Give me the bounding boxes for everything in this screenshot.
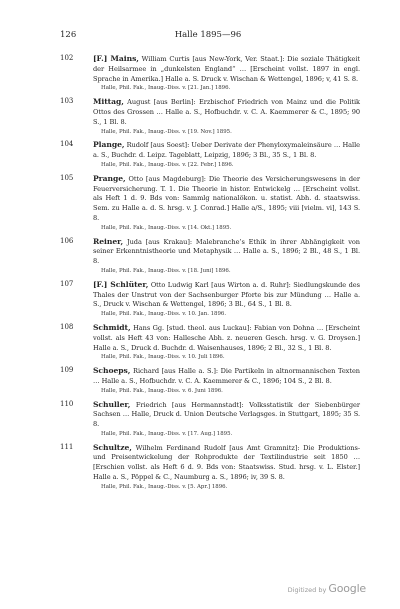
entry-author: Mittag, xyxy=(93,97,124,107)
entry-dissertation-note: Halle, Phil. Fak., Inaug.-Diss. v. [17. Aug.] 1895. xyxy=(101,430,233,437)
entry-dissertation-note: Halle, Phil. Fak., Inaug.-Diss. v. [21. Jan.] 1896. xyxy=(101,85,231,92)
entry-author: [F.] Mains, xyxy=(93,54,139,63)
list-item xyxy=(60,400,360,439)
google-logo: Google xyxy=(328,582,366,595)
list-item xyxy=(60,443,360,491)
entry-number: 104 xyxy=(60,140,74,149)
list-item xyxy=(60,140,360,169)
entry-text xyxy=(93,97,360,127)
entry-number: 108 xyxy=(60,322,74,331)
entry-author: Schmidt, xyxy=(93,322,131,332)
entry-citation: Friedrich [aus Hermannstadt]: Volksstatistik der Siebenbürger Sachsen … Halle, Druck d. Union Deutsche Verlagsges. in Stuttgart, 1895; 35 S. 8. xyxy=(93,400,360,429)
list-item xyxy=(60,323,360,362)
entry-number: 102 xyxy=(60,54,74,62)
list-item xyxy=(60,280,360,319)
entry-citation: Wilhelm Ferdinand Rudolf [aus Amt Gramnitz]: Die Produktions- und Preisentwickelung der Rohprodukte der Textilindustrie seit 1850 … [Erschien vollst. als Heft 6 d. 9. Bds von: Staatswiss. Stud. hrsg. v. L. Elster.] Halle a. S., Pöppel & C., Naumburg a. S., 1896; iv, 39 S. 8. xyxy=(93,443,361,482)
entry-citation: Richard [aus Halle a. S.]: Die Partikeln in altnormannischen Texten … Halle a. S., Hofbuchdr. v. C. A. Kaemmerer & C., 1896; 104 S., 2 Bl. 8. xyxy=(93,367,361,385)
entry-author: Prange, xyxy=(93,173,126,183)
entry-dissertation-note: Halle, Phil. Fak., Inaug.-Diss. v. [18. Juni] 1896. xyxy=(101,267,231,274)
entry-text xyxy=(93,280,360,310)
entry-text xyxy=(93,174,360,224)
entry-text xyxy=(93,366,360,387)
entry-dissertation-note: Halle, Phil. Fak., Inaug.-Diss. v. [14. Okt.] 1895. xyxy=(101,224,232,231)
entry-dissertation-note: Halle, Phil. Fak., Inaug.-Diss. v. 6. Juni 1896. xyxy=(101,387,223,394)
entry-number: 103 xyxy=(60,97,74,106)
page-title: Halle 1895—96 xyxy=(174,30,242,40)
list-item xyxy=(60,54,360,93)
entry-dissertation-note: Halle, Phil. Fak., Inaug.-Diss. v. [22. Febr.] 1896. xyxy=(101,161,234,168)
entry-citation: Otto [aus Magdeburg]: Die Theorie des Versicherungswesens in der Feuerversicherung. T. 1. Die Theorie in histor. Entwickelg … [Erscheint vollst. als Heft 1 d. 9. Bds von: Sammlg nationalökon. u. statist. Abh. d. staatswiss. Sem. zu Halle a. d. S. hrsg. v. J. Conrad.] Halle a/S., 1895; viii [vielm. vi], 143 S. 8. xyxy=(93,174,360,222)
entry-author: Schoeps, xyxy=(93,366,131,376)
entry-number: 106 xyxy=(60,236,74,245)
entry-number: 105 xyxy=(60,173,74,182)
watermark-prefix: Digitized by xyxy=(287,586,327,594)
entry-text xyxy=(93,237,360,267)
entry-dissertation-note: Halle, Phil. Fak., Inaug.-Diss. v. 10. Jan. 1896. xyxy=(101,311,227,318)
entry-text xyxy=(93,54,360,84)
entry-citation: August [aus Berlin]: Erzbischof Friedrich von Mainz und die Politik Ottos des Grossen … Halle a. S., Hofbuchdr. v. C. A. Kaemmerer & C., 1895; 90 S., 1 Bl. 8. xyxy=(93,98,360,126)
entry-author: Schuller, xyxy=(93,399,131,409)
list-item xyxy=(60,174,360,232)
list-item xyxy=(60,366,360,395)
entry-text xyxy=(93,140,360,161)
list-item xyxy=(60,237,360,276)
digitized-watermark xyxy=(288,582,366,597)
entry-author: [F.] Schlüter, xyxy=(93,279,149,289)
entry-number: 111 xyxy=(60,442,74,451)
entry-citation: Otto Ludwig Karl [aus Wirton a. d. Ruhr]: Siedlungskunde des Thales der Unstrut von der Sachsenburger Pforte bis zur Mündung … Halle a. S., Druck v. Wischan & Wettengel, 1896; 3 Bl., 64 S., 1 Bl. 8. xyxy=(93,280,360,309)
entry-number: 109 xyxy=(60,366,74,375)
entry-author: Reiner, xyxy=(93,236,124,246)
entry-citation: Hans Gg. [stud. theol. aus Luckau]: Fabian von Dohna … [Erscheint vollst. als Heft 43 von: Hallesche Abh. z. neueren Gesch. hrsg. v. G. Droysen.] Halle a. S., Druck d. Buchdr. d. Waisenhauses, 1896; 2 Bl., 32 S., 1 Bl. 8. xyxy=(93,323,361,352)
entry-number: 107 xyxy=(60,279,74,288)
entry-list xyxy=(60,54,360,496)
entry-citation: Rudolf [aus Soest]: Ueber Derivate der Phenyloxymaleinsäure … Halle a. S., Buchdr. d. Leipz. Tageblatt, Leipzig, 1896; 3 Bl., 35 S., 1 Bl. 8. xyxy=(93,141,361,160)
entry-citation: William Curtis [aus New-York, Ver. Staat.]: Die soziale Thätigkeit der Heilsarmee in „dunkelsten England“ … [Erscheint vollst. 1897 in engl. Sprache in Amerika.] Halle a. S. Druck v. Wischan & Wettengel, 1896; v, 41 S. 8. xyxy=(93,55,361,83)
entry-author: Plange, xyxy=(93,140,125,150)
entry-text xyxy=(93,400,360,430)
page-number: 126 xyxy=(60,30,77,40)
entry-text xyxy=(93,443,360,483)
entry-dissertation-note: Halle, Phil. Fak., Inaug.-Diss. v. [5. Apr.] 1896. xyxy=(101,483,228,490)
entry-author: Schultze, xyxy=(93,442,132,452)
entry-number: 110 xyxy=(60,399,74,408)
running-head xyxy=(60,29,356,41)
entry-citation: Juda [aus Krakau]: Malebranche’s Ethik in ihrer Abhängigkeit von seiner Erkenntnistheorie und Metaphysik … Halle a. S., 1896; 2 Bl., 48 S., 1 Bl. 8. xyxy=(93,237,361,266)
entry-dissertation-note: Halle, Phil. Fak., Inaug.-Diss. v. 10. Juli 1896. xyxy=(101,354,225,361)
list-item xyxy=(60,97,360,136)
entry-text xyxy=(93,323,360,353)
entry-dissertation-note: Halle, Phil. Fak., Inaug.-Diss. v. [19. Nov.] 1895. xyxy=(101,128,232,135)
